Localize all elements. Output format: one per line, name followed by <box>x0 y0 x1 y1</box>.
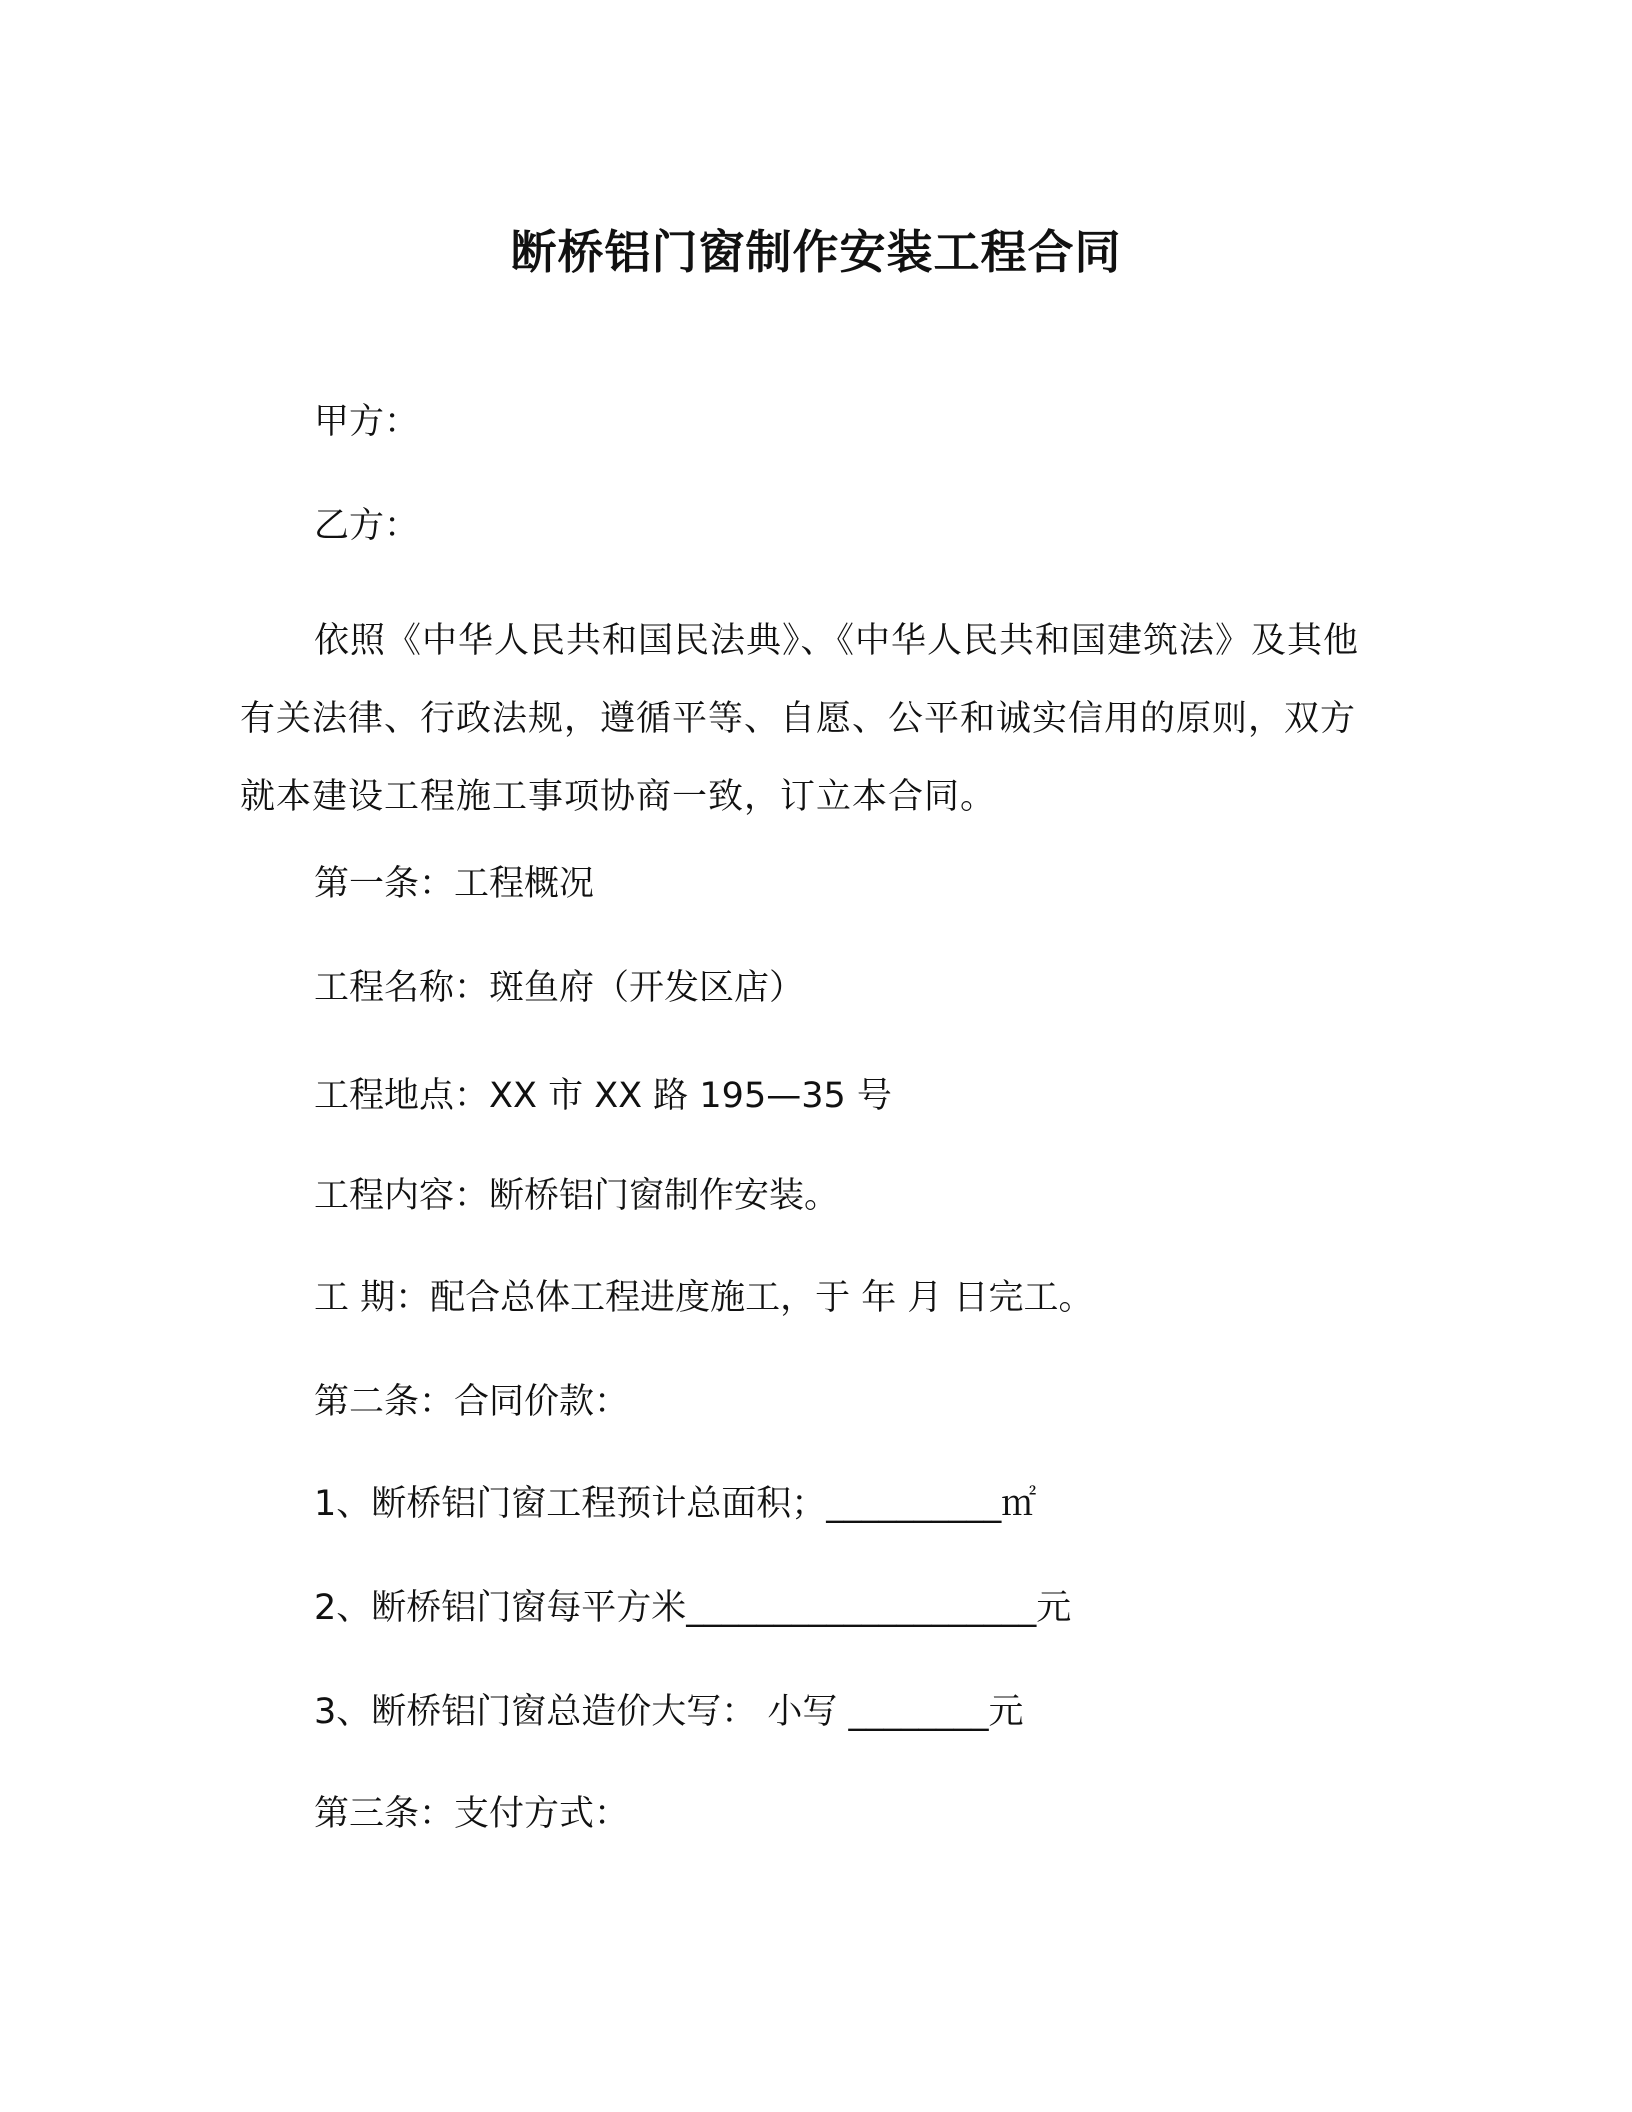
party-a-line: 甲方： <box>314 402 420 442</box>
intro-paragraph: 依照《中华人民共和国民法典》、《中华人民共和国建筑法》及其他有关法律、行政法规，遵循平等、自愿、公平和诚实信用的原则，双方就本建设工程施工事项协商一致，订立本合同。 <box>240 621 1360 817</box>
price-item-2: 2、断桥铝门窗每平方米____________________元 <box>314 1588 1072 1628</box>
project-period-line: 工 期：配合总体工程进度施工，于 年 月 日完工。 <box>314 1278 1094 1318</box>
price-item-1: 1、断桥铝门窗工程预计总面积；__________㎡ <box>314 1484 1037 1524</box>
article1-heading: 第一条：工程概况 <box>314 864 595 904</box>
party-b-line: 乙方： <box>314 506 420 546</box>
project-location-line: 工程地点：XX 市 XX 路 195—35 号 <box>314 1076 892 1116</box>
project-name-line: 工程名称：斑鱼府（开发区店） <box>314 968 805 1008</box>
article2-heading: 第二条：合同价款： <box>314 1382 630 1422</box>
price-item-3: 3、断桥铝门窗总造价大写： 小写 ________元 <box>314 1692 1024 1732</box>
document-title: 断桥铝门窗制作安装工程合同 <box>510 225 1122 279</box>
project-content-line: 工程内容：断桥铝门窗制作安装。 <box>314 1176 840 1216</box>
article3-heading: 第三条：支付方式： <box>314 1794 630 1834</box>
